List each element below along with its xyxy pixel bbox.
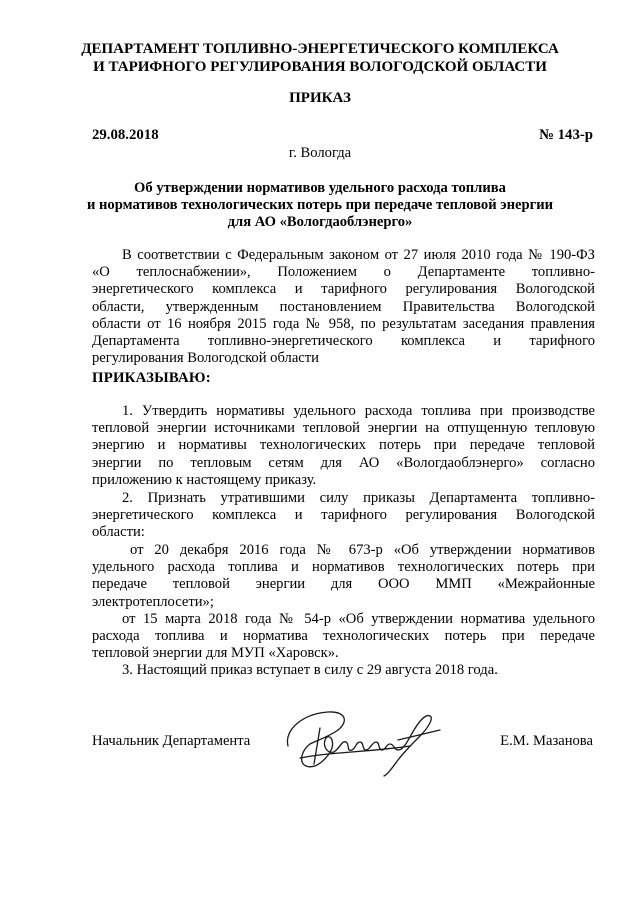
preamble-line: энергетического комплекса и тарифного регулирования Вологодской <box>92 281 595 298</box>
order-item-1 <box>92 403 595 489</box>
item-2a-line: удельного расхода топлива и нормативов технологических потерь при <box>92 559 595 576</box>
order-item-3 <box>92 662 595 679</box>
order-city: г. Вологда <box>288 145 352 161</box>
order-directive-word: ПРИКАЗЫВАЮ: <box>92 370 211 386</box>
item-1-line: приложению к настоящему приказу. <box>92 471 317 488</box>
item-2b-line: расхода топлива и норматива технологических потерь при передаче <box>92 628 595 645</box>
item-1-line: энергию и нормативы технологических потерь при передаче тепловой <box>92 437 595 454</box>
order-title <box>60 180 580 231</box>
item-2-line: энергетического комплекса и тарифного регулирования Вологодской <box>92 507 595 524</box>
item-2b-line: тепловой энергии для МУП «Харовск». <box>92 645 339 662</box>
order-item-2 <box>92 490 595 542</box>
preamble-line: области, утвержденным постановлением Правительства Вологодской <box>92 298 595 315</box>
department-name-line-1: ДЕПАРТАМЕНТ ТОПЛИВНО-ЭНЕРГЕТИЧЕСКОГО КОМПЛЕКСА <box>81 41 559 57</box>
order-item-2a <box>92 542 595 611</box>
item-2-line: области: <box>92 524 145 541</box>
item-2-line: 2. Признать утратившими силу приказы Департамента топливно- <box>122 490 595 506</box>
department-header <box>60 40 580 76</box>
preamble-line: В соответствии с Федеральным законом от 27 июля 2010 года № 190-ФЗ <box>122 247 595 263</box>
preamble-paragraph <box>92 247 595 367</box>
signer-name: Е.М. Мазанова <box>500 733 593 749</box>
preamble-line: Департамента топливно-энергетического комплекса и тарифного <box>92 332 595 349</box>
item-2b-line: от 15 марта 2018 года № 54-р «Об утверждении норматива удельного <box>122 611 595 627</box>
item-2a-line: электротеплосети»; <box>92 593 214 610</box>
department-name-line-2: И ТАРИФНОГО РЕГУЛИРОВАНИЯ ВОЛОГОДСКОЙ ОБЛАСТИ <box>93 59 547 75</box>
preamble-line: «О теплоснабжении», Положением о Департаменте топливно- <box>92 264 595 281</box>
preamble-line: области от 16 ноября 2015 года № 958, по результатам заседания правления <box>92 315 595 332</box>
document-type: ПРИКАЗ <box>289 90 351 106</box>
item-2a-line: от 20 декабря 2016 года № 673-р «Об утверждении нормативов <box>130 542 595 558</box>
signer-role: Начальник Департамента <box>92 733 251 749</box>
item-1-line: тепловой энергии источниками тепловой энергии на отпущенную тепловую <box>92 420 595 437</box>
handwritten-signature <box>280 700 445 780</box>
order-title-line-3: для АО «Вологдаоблэнерго» <box>227 214 413 230</box>
item-1-line: энергии по тепловым сетям для АО «Вологдаоблэнерго» согласно <box>92 454 595 471</box>
order-number: № 143-р <box>539 127 593 143</box>
order-title-line-1: Об утверждении нормативов удельного расхода топлива <box>134 180 506 196</box>
order-title-line-2: и нормативов технологических потерь при передаче тепловой энергии <box>86 197 554 213</box>
preamble-line: регулирования Вологодской области <box>92 350 319 367</box>
item-1-line: 1. Утвердить нормативы удельного расхода топлива при производстве <box>122 403 595 419</box>
item-3-line: 3. Настоящий приказ вступает в силу с 29 августа 2018 года. <box>122 662 498 678</box>
order-item-2b <box>92 611 595 663</box>
order-date: 29.08.2018 <box>92 127 159 143</box>
item-2a-line: передаче тепловой энергии для ООО ММП «Межрайонные <box>92 576 595 593</box>
